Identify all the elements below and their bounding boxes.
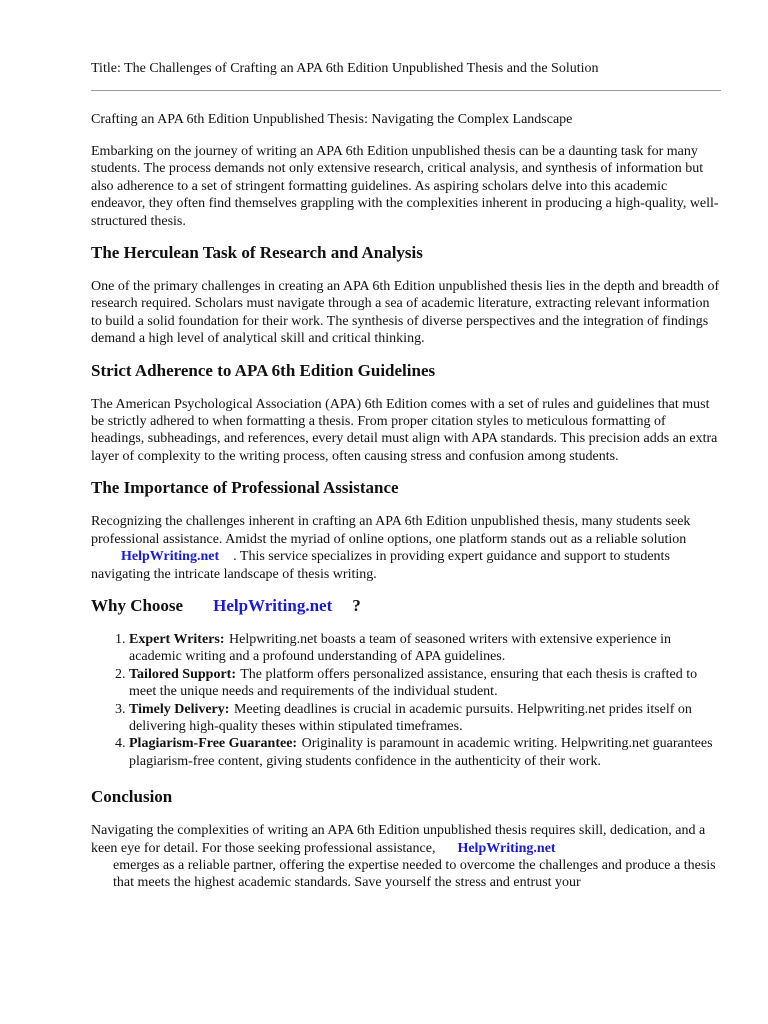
why-choose-text: Why Choose xyxy=(91,595,184,615)
document-title: Title: The Challenges of Crafting an APA 6th Edition Unpublished Thesis and the Solution xyxy=(91,61,599,76)
research-heading: The Herculean Task of Research and Analysis xyxy=(91,243,423,263)
intro-paragraph: Embarking on the journey of writing an APA 6th Edition unpublished thesis can be a daunting task for many students. The process demands not only extensive research, critical analysis, and synthesis of information but also adherence to a set of stringent formatting guidelines. As aspiring scholars delve into this academic endeavor, they often find themselves grappling with the complexities inherent in producing a high-quality, well-structured thesis. xyxy=(91,144,719,229)
conclusion-paragraph xyxy=(91,822,721,892)
helpwriting-link[interactable]: HelpWriting.net xyxy=(121,549,220,565)
assistance-paragraph xyxy=(91,513,721,583)
lead-line: Crafting an APA 6th Edition Unpublished Thesis: Navigating the Complex Landscape xyxy=(91,112,573,127)
guidelines-heading: Strict Adherence to APA 6th Edition Guidelines xyxy=(91,360,436,380)
title-divider xyxy=(91,90,721,91)
assistance-text-before: Recognizing the challenges inherent in crafting an APA 6th Edition unpublished thesis, many students seek professional assistance. Amidst the myriad of online options, one platform stands out as a reliable solution xyxy=(91,514,691,547)
why-choose-heading xyxy=(91,595,721,617)
list-item xyxy=(129,701,721,736)
list-item-text: The platform offers personalized assistance, ensuring that each thesis is crafted to meet the unique needs and requirements of the individual student. xyxy=(129,666,698,700)
conclusion-text-after: emerges as a reliable partner, offering the expertise needed to overcome the challenges and produce a thesis that meets the highest academic standards. Save yourself the stress and entrust your xyxy=(113,857,716,891)
list-item xyxy=(129,735,721,770)
list-item-label: Tailored Support: xyxy=(129,666,236,682)
list-item xyxy=(129,666,721,701)
list-item-text: Originality is paramount in academic writing. Helpwriting.net guarantees plagiarism-free content, giving students confidence in the authenticity of their work. xyxy=(129,736,713,769)
why-choose-question-mark: ? xyxy=(352,595,361,615)
why-choose-link[interactable]: HelpWriting.net xyxy=(213,595,333,615)
list-item-label: Plagiarism-Free Guarantee: xyxy=(129,736,298,752)
conclusion-text-before: Navigating the complexities of writing an APA 6th Edition unpublished thesis requires skill, dedication, and a keen eye for detail. For those seeking professional assistance, xyxy=(91,823,706,856)
document-page xyxy=(91,60,721,904)
research-paragraph: One of the primary challenges in creating an APA 6th Edition unpublished thesis lies in the depth and breadth of research required. Scholars must navigate through a sea of academic literature, extracting relevant information to build a solid foundation for their work. The synthesis of diverse perspectives and the integration of findings demand a high level of analytical skill and critical thinking. xyxy=(91,279,720,347)
guidelines-paragraph: The American Psychological Association (APA) 6th Edition comes with a set of rules and guidelines that must be strictly adhered to when formatting a thesis. From proper citation styles to meticulous formatting of headings, subheadings, and references, every detail must align with APA standards. This precision adds an extra layer of complexity to the writing process, often causing stress and confusion among students. xyxy=(91,396,718,464)
assistance-text-after: . This service specializes in providing expert guidance and support to students navigating the intricate landscape of thesis writing. xyxy=(91,549,670,582)
benefits-list xyxy=(91,631,721,770)
list-item-text: Meeting deadlines is crucial in academic pursuits. Helpwriting.net prides itself on delivering high-quality theses within stipulated timeframes. xyxy=(129,701,692,734)
list-item-text: Helpwriting.net boasts a team of seasoned writers with extensive experience in academic writing and a profound understanding of APA guidelines. xyxy=(129,631,672,665)
conclusion-helpwriting-link[interactable]: HelpWriting.net xyxy=(457,840,556,856)
list-item-label: Timely Delivery: xyxy=(129,701,230,717)
conclusion-heading: Conclusion xyxy=(91,787,173,807)
list-item xyxy=(129,631,721,666)
assistance-heading: The Importance of Professional Assistance xyxy=(91,478,399,498)
list-item-label: Expert Writers: xyxy=(129,631,225,647)
